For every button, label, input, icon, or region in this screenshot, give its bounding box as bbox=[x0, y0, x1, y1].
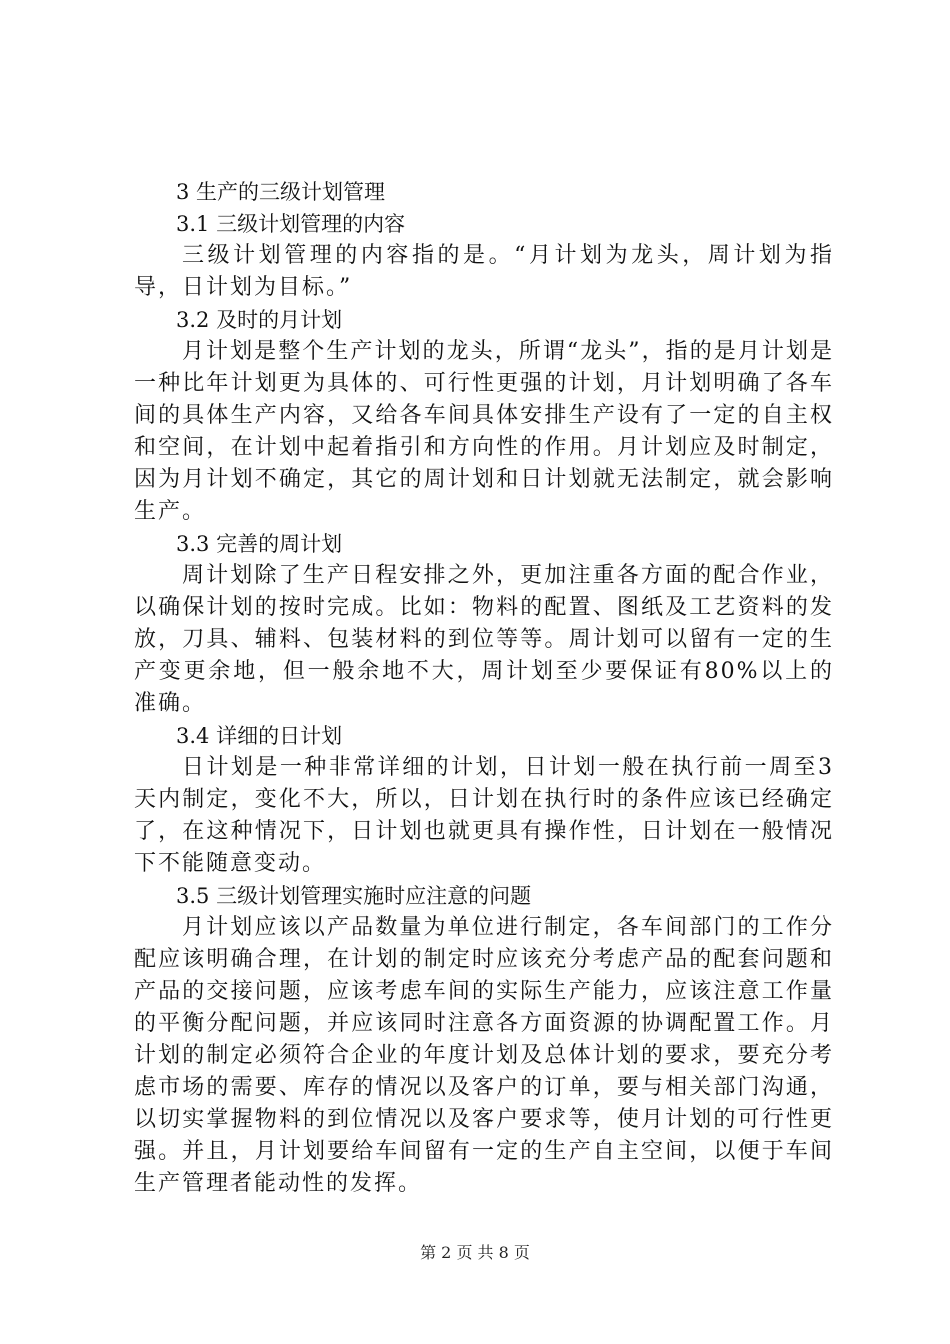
document-body bbox=[134, 176, 834, 1200]
page-footer: 第 2 页 共 8 页 bbox=[420, 1243, 530, 1262]
subsection-heading: 3.2 及时的月计划 bbox=[176, 308, 343, 332]
section-heading: 3 生产的三级计划管理 bbox=[176, 180, 386, 204]
body-paragraph: 周计划除了生产日程安排之外，更加注重各方面的配合作业，以确保计划的按时完成。比如：物料的配置、图纸及工艺资料的发放，刀具、辅料、包装材料的到位等等。周计划可以留有一定的生产变更余地，但一般余地不大，周计划至少要保证有80%以上的准确。 bbox=[134, 563, 834, 716]
subsection-heading: 3.5 三级计划管理实施时应注意的问题 bbox=[176, 884, 532, 908]
subsection-heading: 3.4 详细的日计划 bbox=[176, 724, 343, 748]
subsection-heading: 3.3 完善的周计划 bbox=[176, 532, 343, 556]
subsection-heading: 3.1 三级计划管理的内容 bbox=[176, 212, 406, 236]
body-paragraph: 月计划应该以产品数量为单位进行制定，各车间部门的工作分配应该明确合理，在计划的制定时应该充分考虑产品的配套问题和产品的交接问题，应该考虑车间的实际生产能力，应该注意工作量的平衡分配问题，并应该同时注意各方面资源的协调配置工作。月计划的制定必须符合企业的年度计划及总体计划的要求，要充分考虑市场的需要、库存的情况以及客户的订单，要与相关部门沟通，以切实掌握物料的到位情况以及客户要求等，使月计划的可行性更强。并且，月计划要给车间留有一定的生产自主空间，以便于车间生产管理者能动性的发挥。 bbox=[134, 915, 834, 1196]
body-paragraph: 三级计划管理的内容指的是。“月计划为龙头，周计划为指导，日计划为目标。” bbox=[134, 243, 834, 300]
body-paragraph: 日计划是一种非常详细的计划，日计划一般在执行前一周至3天内制定，变化不大，所以，日计划在执行时的条件应该已经确定了，在这种情况下，日计划也就更具有操作性，日计划在一般情况下不能随意变动。 bbox=[134, 755, 834, 876]
body-paragraph: 月计划是整个生产计划的龙头，所谓“龙头”，指的是月计划是一种比年计划更为具体的、可行性更强的计划，月计划明确了各车间的具体生产内容，又给各车间具体安排生产设有了一定的自主权和空间，在计划中起着指引和方向性的作用。月计划应及时制定，因为月计划不确定，其它的周计划和日计划就无法制定，就会影响生产。 bbox=[134, 339, 834, 524]
